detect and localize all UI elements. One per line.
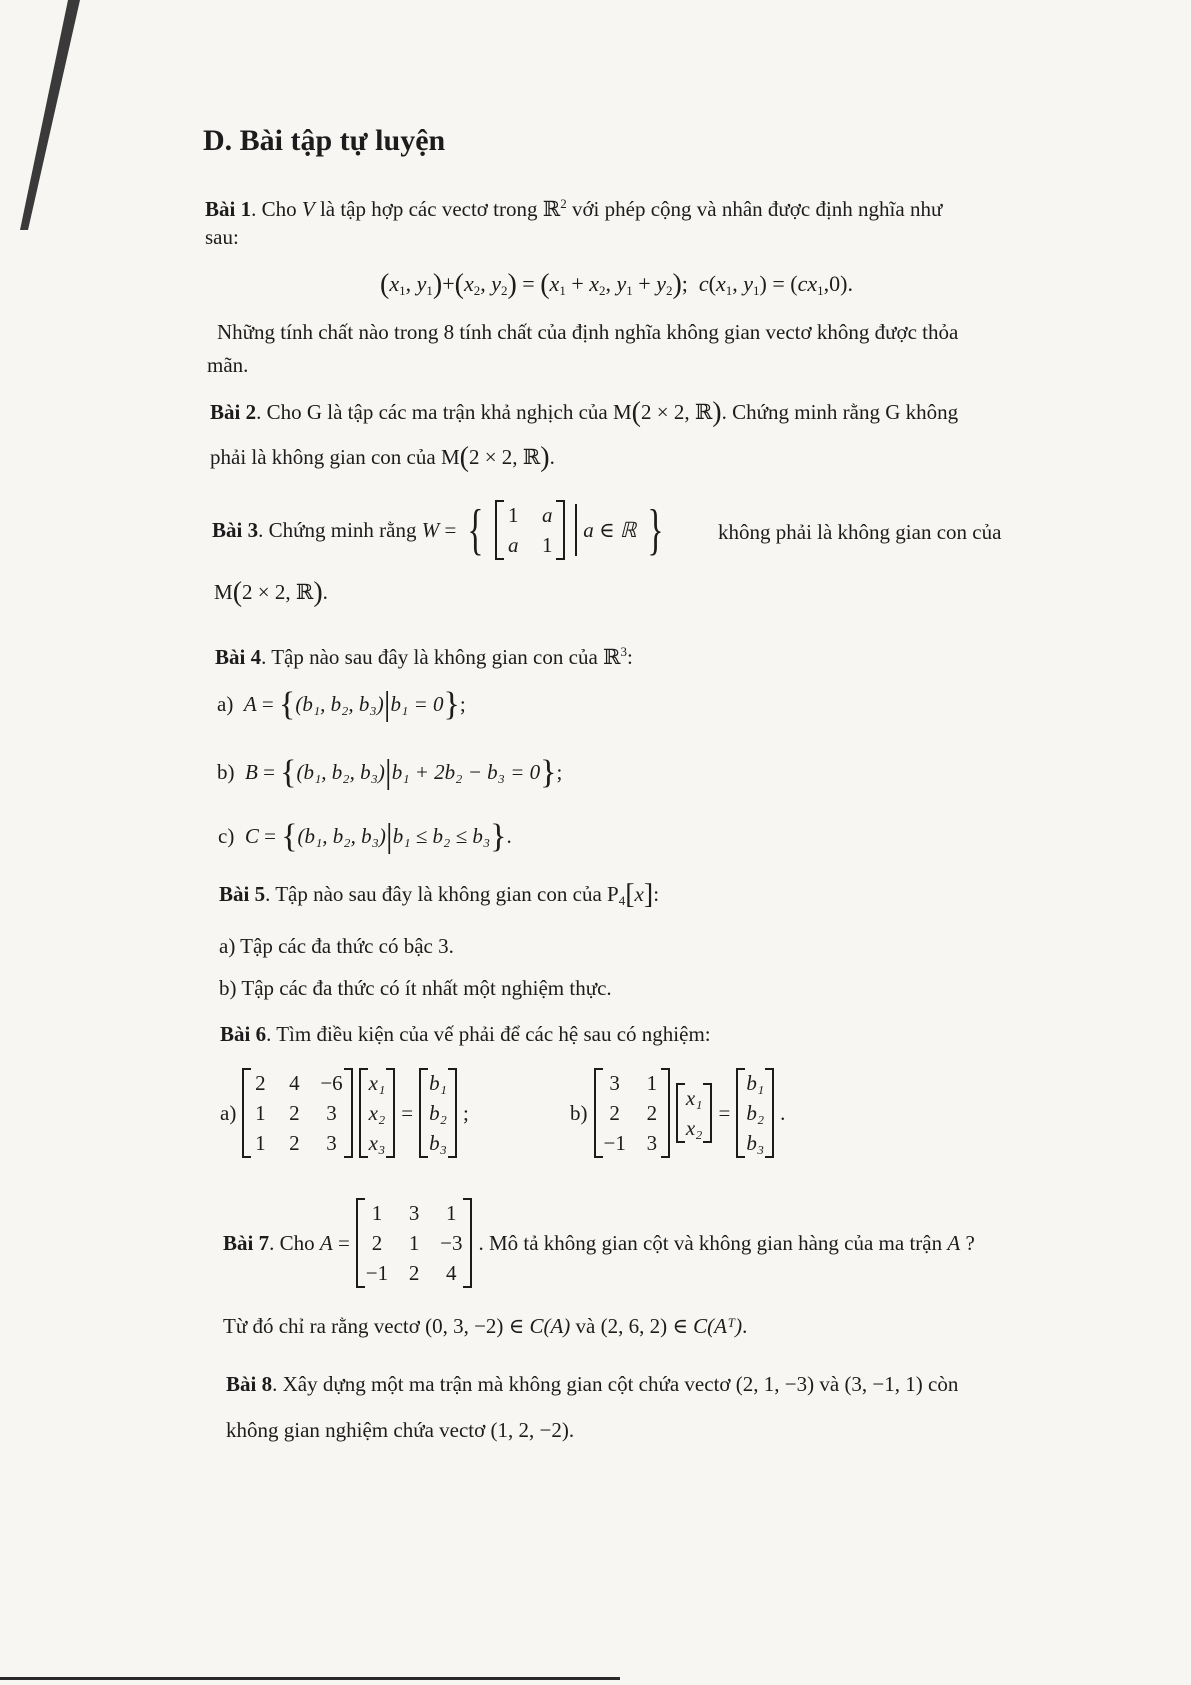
bai3-line1: Bài 3. Chứng minh rằng W = { 1 a a 1 a ∈ ℝ }	[212, 499, 664, 561]
bai3-right-brace: }	[647, 499, 664, 561]
bai4-item-b: b) B = {(b₁, b₂, b₃)|b₁ + 2b₂ − b₃ = 0};	[217, 754, 563, 791]
bai4-item-a: a) A = {(b₁, b₂, b₃)|b₁ = 0};	[217, 686, 466, 723]
bai5-label: Bài 5	[219, 882, 266, 906]
bai5-item-b: b) Tập các đa thức có ít nhất một nghiệm thực.	[219, 976, 612, 1000]
bai8-label: Bài 8	[226, 1372, 273, 1396]
bai2-line1: Bài 2. Cho G là tập các ma trận khả nghịch của M(2 × 2, ℝ). Chứng minh rằng G không	[210, 397, 959, 428]
bai7-matrix-a: 1 3 1 2 1 −3 −1 2 4	[356, 1198, 473, 1288]
bai7-line1: Bài 7. Cho A = 1 3 1 2 1 −3 −1 2 4 . Mô tả không gian cột và không gian hàng của ma trận A ?	[223, 1198, 975, 1288]
bai6-b-b-vector: b₁ b₂ b₃	[736, 1068, 774, 1158]
bai1-formula: ($x_1$, $y_1)+(x_2$, $y_2) = (x_1 + x_2$, $y_1 + y_2$); $c(x_1$, $y_1) = (cx_1,0)$.	[380, 269, 853, 300]
bai2-line2: phải là không gian con của M(2 × 2, ℝ).	[210, 442, 555, 473]
bai7-label: Bài 7	[223, 1231, 270, 1255]
bai6-a-b-vector: b₁ b₂ b₃	[419, 1068, 457, 1158]
bai8-line2: không gian nghiệm chứa vectơ (1, 2, −2).	[226, 1418, 575, 1442]
bai6-system-a: a) 2 4 −6 1 2 3 1 2 3 x₁ x₂ x₃ = b₁ b₂ b₃ ;	[220, 1068, 469, 1158]
bai6-line1: Bài 6. Tìm điều kiện của vế phải để các hệ sau có nghiệm:	[220, 1022, 711, 1046]
bai1-question-end: mãn.	[207, 353, 249, 377]
bai5-line1: Bài 5. Tập nào sau đây là không gian con của $P_4[x]$:	[219, 879, 660, 910]
bai3-left-brace: {	[467, 499, 484, 561]
bai3-line1-end: không phải là không gian con của	[718, 520, 1002, 544]
bai1-line1: Bài 1. Cho V là tập hợp các vectơ trong ℝ$^2$ với phép cộng và nhân được định nghĩa như	[205, 196, 943, 221]
bai1-line2: sau:	[205, 225, 239, 249]
bai6-system-b: b) 3 1 2 2 −1 3 x₁ x₂ = b₁ b₂ b₃ .	[570, 1068, 785, 1158]
bai7-line2: Từ đó chỉ ra rằng vectơ (0, 3, −2) ∈ C(A) và (2, 6, 2) ∈ C(Aᵀ).	[223, 1314, 748, 1338]
bai6-a-coeff-matrix: 2 4 −6 1 2 3 1 2 3	[242, 1068, 352, 1158]
bai6-b-x-vector: x₁ x₂	[676, 1083, 713, 1143]
bai4-line1: Bài 4. Tập nào sau đây là không gian con của ℝ$^3$:	[215, 644, 633, 669]
bai6-b-coeff-matrix: 3 1 2 2 −1 3	[594, 1068, 670, 1158]
bai6-label: Bài 6	[220, 1022, 267, 1046]
section-heading: D. Bài tập tự luyện	[203, 124, 446, 157]
bai1-label: Bài 1	[205, 197, 252, 221]
bai1-question: Những tính chất nào trong 8 tính chất của định nghĩa không gian vectơ không được thỏa	[217, 320, 959, 344]
bai3-matrix: 1 a a 1	[495, 500, 565, 560]
bai4-item-c: c) C = {(b₁, b₂, b₃)|b₁ ≤ b₂ ≤ b₃}.	[218, 818, 512, 855]
bai8-line1: Bài 8. Xây dựng một ma trận mà không gian cột chứa vectơ (2, 1, −3) và (3, −1, 1) còn	[226, 1372, 959, 1396]
bai3-line2: M(2 × 2, ℝ).	[214, 577, 328, 608]
bai3-label: Bài 3	[212, 518, 259, 542]
bai6-a-x-vector: x₁ x₂ x₃	[359, 1068, 396, 1158]
bai4-label: Bài 4	[215, 645, 262, 669]
bai2-label: Bài 2	[210, 400, 257, 424]
bai5-item-a: a) Tập các đa thức có bậc 3.	[219, 934, 454, 958]
